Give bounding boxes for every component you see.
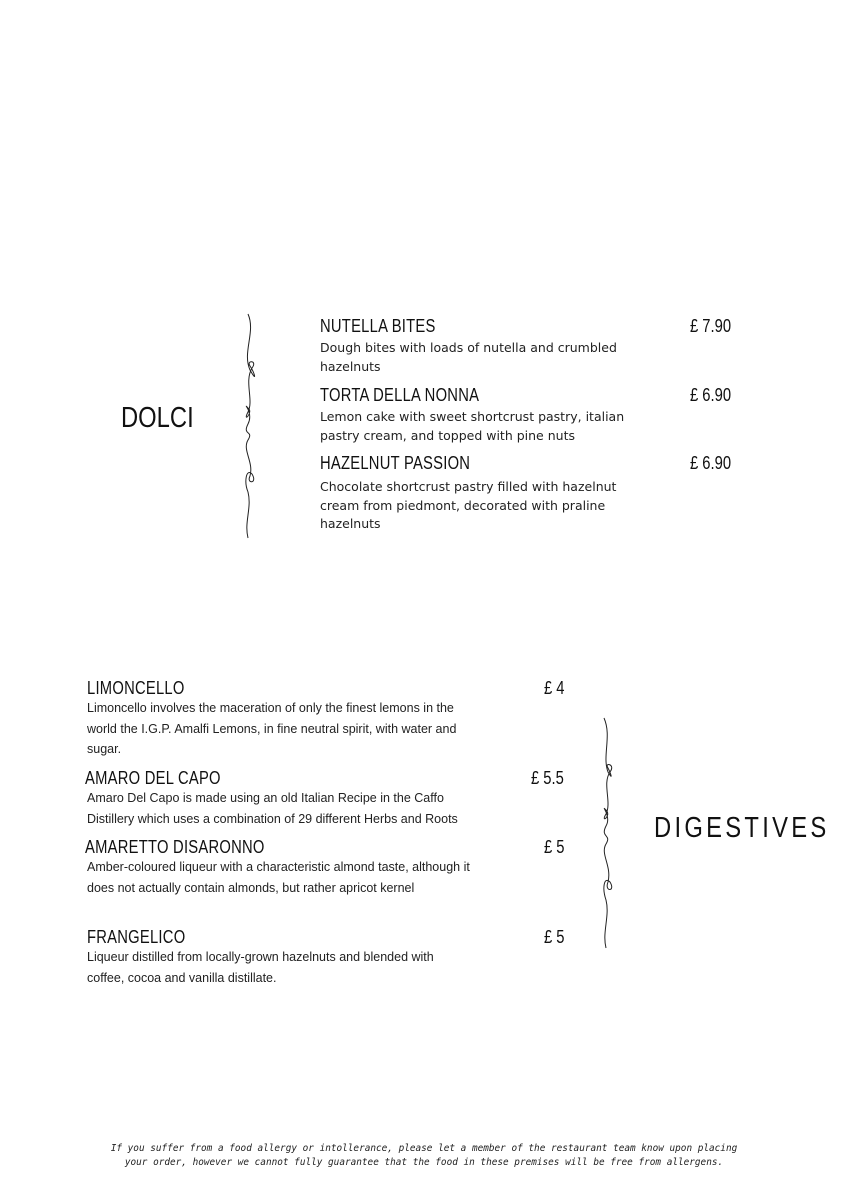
digestive-item-price: £ 4	[544, 678, 565, 698]
digestive-item-name: AMARETTO DISARONNO	[85, 837, 265, 857]
digestive-item	[87, 927, 577, 991]
digestives-swirl-divider	[596, 716, 622, 950]
digestive-item-description: Liqueur distilled from locally-grown hazelnuts and blended with coffee, cocoa and vanilla distillate.	[87, 950, 434, 985]
digestive-item-name: LIMONCELLO	[87, 678, 185, 698]
digestive-item	[87, 678, 577, 762]
dolci-item-name: NUTELLA BITES	[320, 316, 436, 336]
dolci-item-price: £ 7.90	[690, 316, 732, 336]
digestive-item-price: £ 5	[544, 837, 565, 857]
digestive-item-name: AMARO DEL CAPO	[85, 768, 221, 788]
dolci-item-description: Lemon cake with sweet shortcrust pastry, italian pastry cream, and topped with pine nuts	[320, 409, 625, 443]
allergen-disclaimer-line: your order, however we cannot fully guarantee that the food in these premises will be free from allergens.	[124, 1157, 724, 1168]
digestive-item	[85, 837, 575, 921]
digestive-item-description: Amber-coloured liqueur with a characteristic almond taste, although it does not actually contain almonds, but rather apricot kernel	[87, 860, 470, 895]
dolci-item-price: £ 6.90	[690, 385, 732, 405]
dolci-item-name: HAZELNUT PASSION	[320, 453, 471, 473]
digestive-item-price: £ 5.5	[531, 768, 564, 788]
digestive-item-price: £ 5	[544, 927, 565, 947]
dolci-item-description: Dough bites with loads of nutella and crumbled hazelnuts	[320, 340, 617, 374]
dolci-item-description: Chocolate shortcrust pastry filled with hazelnut cream from piedmont, decorated with praline hazelnuts	[320, 479, 617, 531]
digestive-item-description: Limoncello involves the maceration of only the finest lemons in the world the I.G.P. Amalfi Lemons, in fine neutral spirit, with water and sugar.	[87, 701, 457, 756]
dolci-item	[320, 385, 740, 445]
dolci-swirl-divider	[236, 312, 266, 540]
digestives-section-title: DIGESTIVES	[654, 812, 830, 844]
digestive-item	[85, 768, 575, 832]
allergen-disclaimer	[40, 1142, 808, 1170]
digestive-item-description: Amaro Del Capo is made using an old Italian Recipe in the Caffo Distillery which uses a combination of 29 different Herbs and Roots	[87, 791, 458, 826]
dolci-item-price: £ 6.90	[690, 453, 732, 473]
dolci-section-title: DOLCI	[121, 402, 194, 434]
dolci-item	[320, 316, 740, 376]
allergen-disclaimer-line: If you suffer from a food allergy or intollerance, please let a member of the restaurant team know upon placing	[110, 1143, 738, 1154]
dolci-item-name: TORTA DELLA NONNA	[320, 385, 480, 405]
digestive-item-name: FRANGELICO	[87, 927, 186, 947]
dolci-item	[320, 453, 740, 533]
